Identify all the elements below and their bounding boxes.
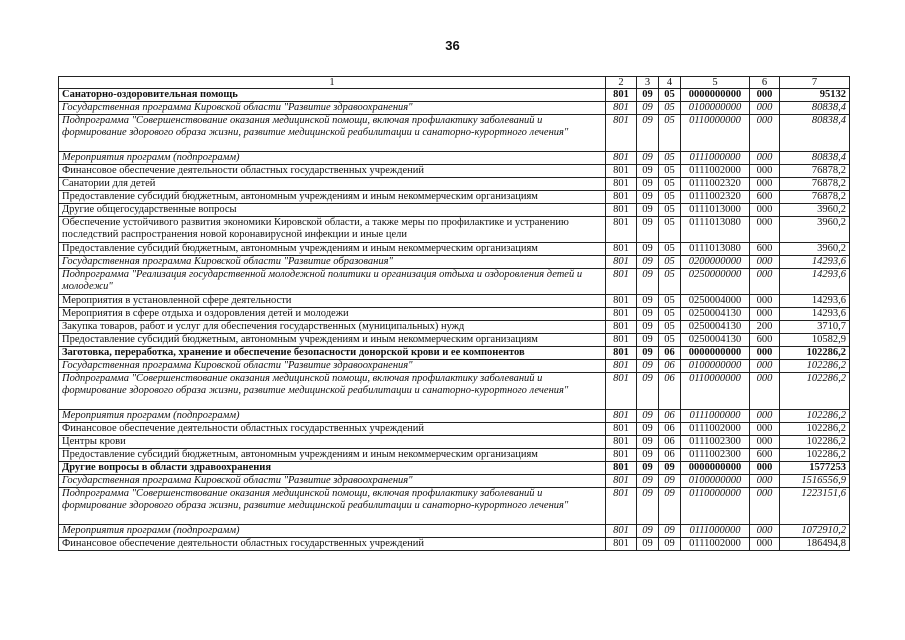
row-code-subsection: 06 bbox=[659, 373, 681, 410]
table-row bbox=[59, 308, 850, 321]
row-code-admin: 801 bbox=[606, 152, 637, 165]
row-code-admin: 801 bbox=[606, 295, 637, 308]
row-code-expense: 600 bbox=[750, 449, 780, 462]
row-code-admin: 801 bbox=[606, 191, 637, 204]
row-name: Предоставление субсидий бюджетным, автономным учреждениям и иным некоммерческим организациям bbox=[59, 449, 606, 462]
header-row bbox=[59, 77, 850, 89]
row-code-section: 09 bbox=[637, 449, 659, 462]
row-code-target: 0111002300 bbox=[681, 449, 750, 462]
row-amount: 76878,2 bbox=[780, 165, 850, 178]
row-code-section: 09 bbox=[637, 152, 659, 165]
row-code-admin: 801 bbox=[606, 360, 637, 373]
row-name: Санатории для детей bbox=[59, 178, 606, 191]
header-cell: 2 bbox=[606, 77, 637, 89]
row-code-target: 0111013080 bbox=[681, 217, 750, 243]
row-name: Государственная программа Кировской области "Развитие здравоохранения" bbox=[59, 475, 606, 488]
row-code-section: 09 bbox=[637, 165, 659, 178]
row-code-subsection: 05 bbox=[659, 269, 681, 295]
table-row bbox=[59, 347, 850, 360]
row-code-subsection: 06 bbox=[659, 410, 681, 423]
header-cell: 4 bbox=[659, 77, 681, 89]
row-code-admin: 801 bbox=[606, 373, 637, 410]
row-code-expense: 000 bbox=[750, 256, 780, 269]
row-amount: 102286,2 bbox=[780, 436, 850, 449]
header-cell: 3 bbox=[637, 77, 659, 89]
row-code-expense: 200 bbox=[750, 321, 780, 334]
table-row bbox=[59, 423, 850, 436]
row-code-admin: 801 bbox=[606, 204, 637, 217]
row-code-target: 0250004130 bbox=[681, 321, 750, 334]
table-row bbox=[59, 373, 850, 410]
row-code-target: 0200000000 bbox=[681, 256, 750, 269]
row-code-expense: 000 bbox=[750, 538, 780, 551]
row-name: Другие общегосударственные вопросы bbox=[59, 204, 606, 217]
row-amount: 76878,2 bbox=[780, 178, 850, 191]
row-name: Мероприятия в установленной сфере деятельности bbox=[59, 295, 606, 308]
row-code-subsection: 05 bbox=[659, 204, 681, 217]
row-amount: 102286,2 bbox=[780, 410, 850, 423]
row-code-admin: 801 bbox=[606, 269, 637, 295]
row-code-expense: 000 bbox=[750, 217, 780, 243]
row-code-expense: 000 bbox=[750, 525, 780, 538]
row-amount: 186494,8 bbox=[780, 538, 850, 551]
row-code-target: 0000000000 bbox=[681, 89, 750, 102]
row-code-expense: 000 bbox=[750, 269, 780, 295]
row-code-section: 09 bbox=[637, 423, 659, 436]
row-amount: 80838,4 bbox=[780, 152, 850, 165]
row-code-target: 0100000000 bbox=[681, 102, 750, 115]
row-amount: 80838,4 bbox=[780, 115, 850, 152]
row-name: Подпрограмма "Реализация государственной молодежной политики и организация отдыха и оздоровления детей и молодежи" bbox=[59, 269, 606, 295]
table-row bbox=[59, 436, 850, 449]
row-code-section: 09 bbox=[637, 462, 659, 475]
page-number: 36 bbox=[445, 38, 460, 53]
row-code-admin: 801 bbox=[606, 525, 637, 538]
row-code-target: 0110000000 bbox=[681, 115, 750, 152]
row-code-admin: 801 bbox=[606, 102, 637, 115]
row-amount: 3960,2 bbox=[780, 204, 850, 217]
row-amount: 14293,6 bbox=[780, 256, 850, 269]
row-code-target: 0250004130 bbox=[681, 308, 750, 321]
row-code-expense: 000 bbox=[750, 462, 780, 475]
row-code-expense: 000 bbox=[750, 102, 780, 115]
row-code-target: 0250004000 bbox=[681, 295, 750, 308]
table-row bbox=[59, 475, 850, 488]
row-code-target: 0111000000 bbox=[681, 152, 750, 165]
row-code-subsection: 06 bbox=[659, 347, 681, 360]
row-code-subsection: 05 bbox=[659, 115, 681, 152]
table-row bbox=[59, 295, 850, 308]
row-code-expense: 000 bbox=[750, 152, 780, 165]
row-code-expense: 000 bbox=[750, 204, 780, 217]
row-code-admin: 801 bbox=[606, 256, 637, 269]
row-name: Финансовое обеспечение деятельности областных государственных учреждений bbox=[59, 538, 606, 551]
row-code-admin: 801 bbox=[606, 475, 637, 488]
budget-table bbox=[58, 76, 850, 551]
row-code-section: 09 bbox=[637, 488, 659, 525]
row-code-section: 09 bbox=[637, 217, 659, 243]
row-code-admin: 801 bbox=[606, 308, 637, 321]
row-name: Предоставление субсидий бюджетным, автономным учреждениям и иным некоммерческим организациям bbox=[59, 334, 606, 347]
row-code-subsection: 05 bbox=[659, 321, 681, 334]
row-name: Мероприятия программ (подпрограмм) bbox=[59, 410, 606, 423]
row-code-subsection: 06 bbox=[659, 449, 681, 462]
row-code-target: 0250000000 bbox=[681, 269, 750, 295]
table-row bbox=[59, 102, 850, 115]
row-amount: 102286,2 bbox=[780, 360, 850, 373]
row-code-section: 09 bbox=[637, 269, 659, 295]
row-code-section: 09 bbox=[637, 191, 659, 204]
row-code-subsection: 05 bbox=[659, 102, 681, 115]
row-code-subsection: 05 bbox=[659, 217, 681, 243]
row-code-admin: 801 bbox=[606, 347, 637, 360]
row-name: Подпрограмма "Совершенствование оказания медицинской помощи, включая профилактику заболеваний и формирование здорового образа жизни, развитие медицинской реабилитации и санаторно-курортного лечения" bbox=[59, 488, 606, 525]
row-code-target: 0100000000 bbox=[681, 475, 750, 488]
row-code-target: 0111002320 bbox=[681, 178, 750, 191]
row-code-admin: 801 bbox=[606, 449, 637, 462]
row-code-target: 0111002320 bbox=[681, 191, 750, 204]
row-code-section: 09 bbox=[637, 525, 659, 538]
row-amount: 102286,2 bbox=[780, 373, 850, 410]
row-code-expense: 000 bbox=[750, 410, 780, 423]
row-name: Предоставление субсидий бюджетным, автономным учреждениям и иным некоммерческим организациям bbox=[59, 191, 606, 204]
row-name: Заготовка, переработка, хранение и обеспечение безопасности донорской крови и ее компонентов bbox=[59, 347, 606, 360]
row-code-subsection: 05 bbox=[659, 308, 681, 321]
row-code-target: 0000000000 bbox=[681, 347, 750, 360]
row-code-subsection: 05 bbox=[659, 256, 681, 269]
row-code-admin: 801 bbox=[606, 436, 637, 449]
row-amount: 95132 bbox=[780, 89, 850, 102]
row-name: Другие вопросы в области здравоохранения bbox=[59, 462, 606, 475]
row-amount: 102286,2 bbox=[780, 347, 850, 360]
row-code-subsection: 06 bbox=[659, 436, 681, 449]
row-code-target: 0111013080 bbox=[681, 243, 750, 256]
row-code-admin: 801 bbox=[606, 462, 637, 475]
row-amount: 102286,2 bbox=[780, 449, 850, 462]
row-code-section: 09 bbox=[637, 204, 659, 217]
row-name: Мероприятия программ (подпрограмм) bbox=[59, 152, 606, 165]
row-code-expense: 000 bbox=[750, 436, 780, 449]
row-code-admin: 801 bbox=[606, 115, 637, 152]
row-code-subsection: 05 bbox=[659, 178, 681, 191]
row-code-expense: 000 bbox=[750, 295, 780, 308]
table-row bbox=[59, 89, 850, 102]
row-name: Государственная программа Кировской области "Развитие образования" bbox=[59, 256, 606, 269]
table-row bbox=[59, 321, 850, 334]
row-code-admin: 801 bbox=[606, 334, 637, 347]
row-amount: 14293,6 bbox=[780, 308, 850, 321]
row-code-expense: 600 bbox=[750, 191, 780, 204]
row-code-section: 09 bbox=[637, 308, 659, 321]
table-row bbox=[59, 217, 850, 243]
row-code-section: 09 bbox=[637, 475, 659, 488]
row-code-target: 0111013000 bbox=[681, 204, 750, 217]
row-name: Закупка товаров, работ и услуг для обеспечения государственных (муниципальных) нужд bbox=[59, 321, 606, 334]
row-code-expense: 600 bbox=[750, 243, 780, 256]
row-amount: 1577253 bbox=[780, 462, 850, 475]
table-row bbox=[59, 488, 850, 525]
row-name: Центры крови bbox=[59, 436, 606, 449]
row-code-admin: 801 bbox=[606, 89, 637, 102]
row-name: Мероприятия программ (подпрограмм) bbox=[59, 525, 606, 538]
row-code-admin: 801 bbox=[606, 217, 637, 243]
row-code-subsection: 09 bbox=[659, 462, 681, 475]
row-code-subsection: 05 bbox=[659, 295, 681, 308]
row-name: Государственная программа Кировской области "Развитие здравоохранения" bbox=[59, 102, 606, 115]
row-code-target: 0100000000 bbox=[681, 360, 750, 373]
table-row bbox=[59, 462, 850, 475]
row-amount: 10582,9 bbox=[780, 334, 850, 347]
row-code-subsection: 09 bbox=[659, 538, 681, 551]
row-code-subsection: 09 bbox=[659, 475, 681, 488]
row-code-expense: 000 bbox=[750, 178, 780, 191]
row-code-target: 0111002300 bbox=[681, 436, 750, 449]
table-row bbox=[59, 360, 850, 373]
table-row bbox=[59, 538, 850, 551]
row-code-section: 09 bbox=[637, 89, 659, 102]
table-row bbox=[59, 152, 850, 165]
table-row bbox=[59, 525, 850, 538]
row-code-section: 09 bbox=[637, 436, 659, 449]
row-code-section: 09 bbox=[637, 115, 659, 152]
row-amount: 1516556,9 bbox=[780, 475, 850, 488]
row-code-expense: 600 bbox=[750, 334, 780, 347]
row-code-subsection: 09 bbox=[659, 525, 681, 538]
row-code-subsection: 05 bbox=[659, 89, 681, 102]
row-code-subsection: 05 bbox=[659, 191, 681, 204]
row-code-target: 0110000000 bbox=[681, 488, 750, 525]
row-code-admin: 801 bbox=[606, 423, 637, 436]
header-cell: 6 bbox=[750, 77, 780, 89]
row-amount: 3960,2 bbox=[780, 243, 850, 256]
table-row bbox=[59, 165, 850, 178]
row-amount: 14293,6 bbox=[780, 269, 850, 295]
row-code-target: 0110000000 bbox=[681, 373, 750, 410]
row-amount: 76878,2 bbox=[780, 191, 850, 204]
row-code-section: 09 bbox=[637, 256, 659, 269]
row-code-section: 09 bbox=[637, 295, 659, 308]
header-cell: 5 bbox=[681, 77, 750, 89]
row-code-admin: 801 bbox=[606, 165, 637, 178]
row-amount: 102286,2 bbox=[780, 423, 850, 436]
row-code-section: 09 bbox=[637, 360, 659, 373]
table-row bbox=[59, 191, 850, 204]
row-code-admin: 801 bbox=[606, 178, 637, 191]
row-code-target: 0000000000 bbox=[681, 462, 750, 475]
row-code-subsection: 06 bbox=[659, 423, 681, 436]
row-code-section: 09 bbox=[637, 102, 659, 115]
row-code-target: 0111002000 bbox=[681, 423, 750, 436]
row-name: Государственная программа Кировской области "Развитие здравоохранения" bbox=[59, 360, 606, 373]
row-code-admin: 801 bbox=[606, 488, 637, 525]
row-code-section: 09 bbox=[637, 321, 659, 334]
row-code-section: 09 bbox=[637, 347, 659, 360]
row-code-target: 0111000000 bbox=[681, 525, 750, 538]
table-row bbox=[59, 334, 850, 347]
row-name: Обеспечение устойчивого развития экономики Кировской области, а также меры по профилактике и устранению последствий распространения новой коронавирусной инфекции и иные цели bbox=[59, 217, 606, 243]
table-row bbox=[59, 115, 850, 152]
table-row bbox=[59, 204, 850, 217]
row-code-expense: 000 bbox=[750, 360, 780, 373]
header-cell: 1 bbox=[59, 77, 606, 89]
row-amount: 3710,7 bbox=[780, 321, 850, 334]
row-code-admin: 801 bbox=[606, 410, 637, 423]
row-name: Финансовое обеспечение деятельности областных государственных учреждений bbox=[59, 165, 606, 178]
row-amount: 1223151,6 bbox=[780, 488, 850, 525]
row-code-expense: 000 bbox=[750, 115, 780, 152]
header-cell: 7 bbox=[780, 77, 850, 89]
table-row bbox=[59, 449, 850, 462]
row-code-expense: 000 bbox=[750, 165, 780, 178]
table-row bbox=[59, 269, 850, 295]
row-code-expense: 000 bbox=[750, 89, 780, 102]
row-code-target: 0111000000 bbox=[681, 410, 750, 423]
row-code-subsection: 05 bbox=[659, 243, 681, 256]
row-amount: 1072910,2 bbox=[780, 525, 850, 538]
table-row bbox=[59, 410, 850, 423]
row-code-subsection: 05 bbox=[659, 152, 681, 165]
row-code-target: 0111002000 bbox=[681, 165, 750, 178]
row-code-section: 09 bbox=[637, 538, 659, 551]
row-code-admin: 801 bbox=[606, 243, 637, 256]
row-code-target: 0111002000 bbox=[681, 538, 750, 551]
row-code-subsection: 09 bbox=[659, 488, 681, 525]
row-code-subsection: 06 bbox=[659, 360, 681, 373]
row-amount: 3960,2 bbox=[780, 217, 850, 243]
row-code-expense: 000 bbox=[750, 423, 780, 436]
row-code-section: 09 bbox=[637, 410, 659, 423]
row-code-expense: 000 bbox=[750, 475, 780, 488]
row-name: Предоставление субсидий бюджетным, автономным учреждениям и иным некоммерческим организациям bbox=[59, 243, 606, 256]
row-code-subsection: 05 bbox=[659, 334, 681, 347]
row-code-section: 09 bbox=[637, 373, 659, 410]
table-row bbox=[59, 256, 850, 269]
row-code-expense: 000 bbox=[750, 373, 780, 410]
row-name: Мероприятия в сфере отдыха и оздоровления детей и молодежи bbox=[59, 308, 606, 321]
row-name: Подпрограмма "Совершенствование оказания медицинской помощи, включая профилактику заболеваний и формирование здорового образа жизни, развитие медицинской реабилитации и санаторно-курортного лечения" bbox=[59, 373, 606, 410]
row-code-target: 0250004130 bbox=[681, 334, 750, 347]
row-code-expense: 000 bbox=[750, 488, 780, 525]
row-amount: 14293,6 bbox=[780, 295, 850, 308]
row-code-admin: 801 bbox=[606, 538, 637, 551]
row-code-section: 09 bbox=[637, 243, 659, 256]
row-name: Подпрограмма "Совершенствование оказания медицинской помощи, включая профилактику заболеваний и формирование здорового образа жизни, развитие медицинской реабилитации и санаторно-курортного лечения" bbox=[59, 115, 606, 152]
row-code-admin: 801 bbox=[606, 321, 637, 334]
row-code-section: 09 bbox=[637, 178, 659, 191]
row-amount: 80838,4 bbox=[780, 102, 850, 115]
row-name: Санаторно-оздоровительная помощь bbox=[59, 89, 606, 102]
row-code-expense: 000 bbox=[750, 347, 780, 360]
row-name: Финансовое обеспечение деятельности областных государственных учреждений bbox=[59, 423, 606, 436]
row-code-section: 09 bbox=[637, 334, 659, 347]
table-body bbox=[59, 89, 850, 551]
table-row bbox=[59, 243, 850, 256]
table-row bbox=[59, 178, 850, 191]
row-code-subsection: 05 bbox=[659, 165, 681, 178]
row-code-expense: 000 bbox=[750, 308, 780, 321]
